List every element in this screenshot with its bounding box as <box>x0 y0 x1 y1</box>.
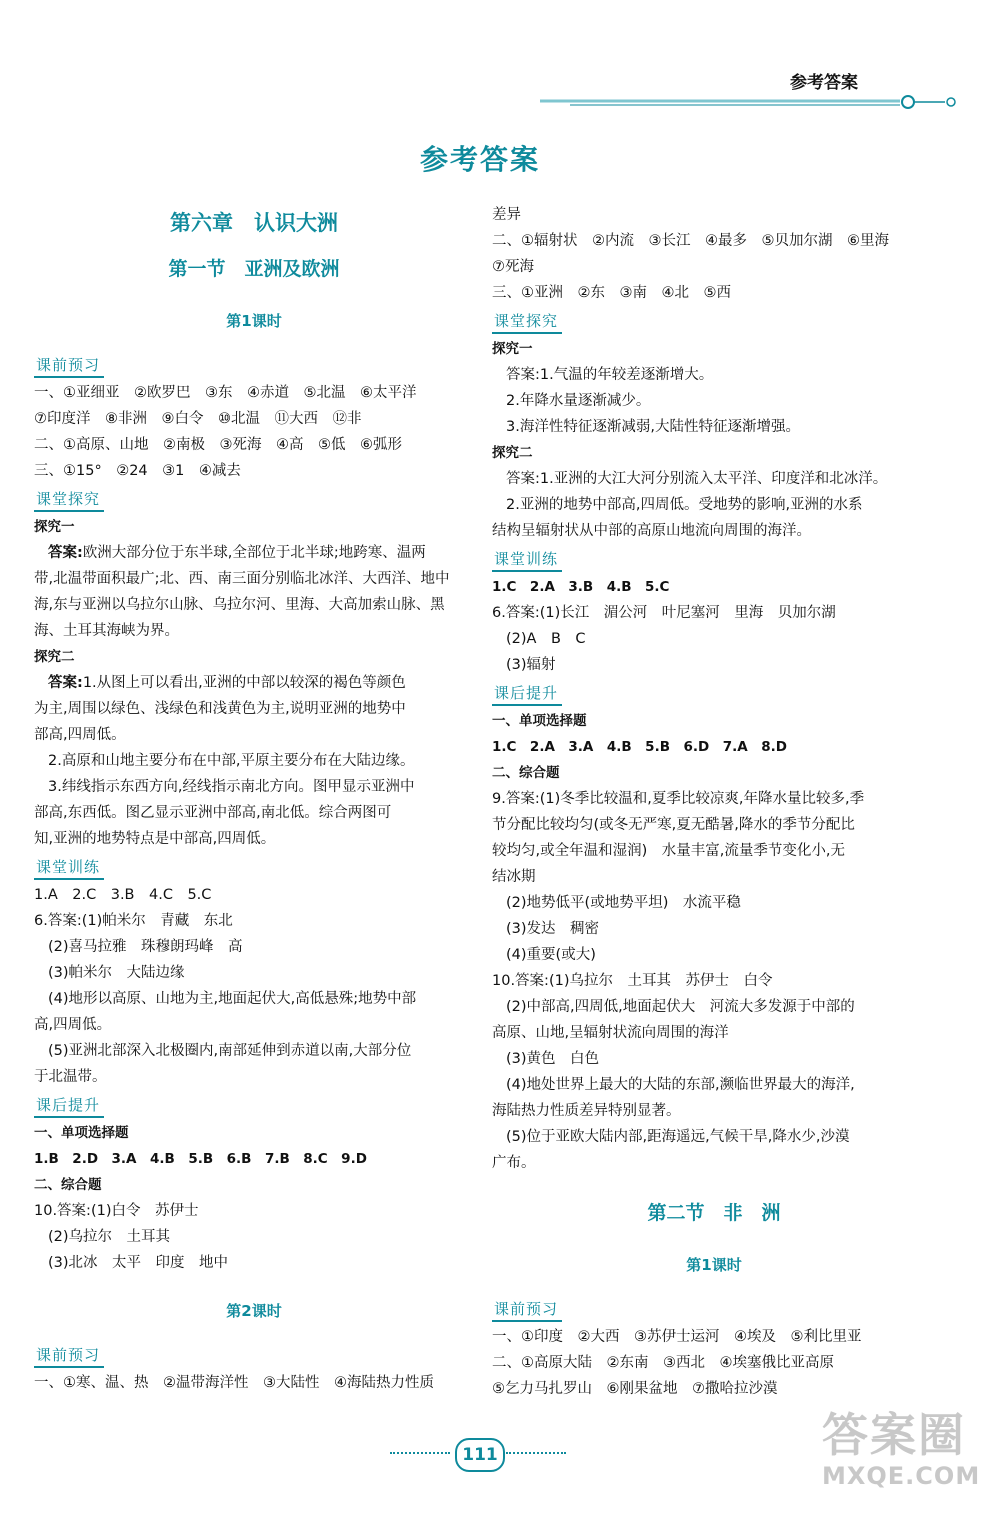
answer-line: 高原、山地,呈辐射状流向周围的海洋 <box>492 1025 729 1041</box>
section-title: 第二节 非 洲 <box>647 1202 781 1224</box>
answer-line: 10.答案:(1)乌拉尔 土耳其 苏伊士 白令 <box>492 973 773 989</box>
question-type: 二、综合题 <box>492 765 560 781</box>
answer-line: (4)地形以高原、山地为主,地面起伏大,高低悬殊;地势中部 <box>48 991 417 1007</box>
answer-line: 二、①高原、山地 ②南极 ③死海 ④高 ⑤低 ⑥弧形 <box>34 437 402 453</box>
chapter-title: 第六章 认识大洲 <box>170 211 338 235</box>
answer-line: 广布。 <box>492 1155 536 1171</box>
answer-line: (5)亚洲北部深入北极圈内,南部延伸到赤道以南,大部分位 <box>48 1043 412 1059</box>
question-type: 一、单项选择题 <box>34 1125 129 1141</box>
answer-line: (4)重要(或大) <box>506 947 596 963</box>
answer-line: (3)帕米尔 大陆边缘 <box>48 965 185 981</box>
answer-line: 差异 <box>492 207 521 223</box>
right-column <box>492 202 936 1402</box>
page-number: 111 <box>455 1438 505 1472</box>
answer-line: (2)中部高,四周低,地面起伏大 河流大多发源于中部的 <box>506 999 855 1015</box>
section-tag: 课前预习 <box>34 1344 104 1368</box>
answer-text: 欧洲大部分位于东半球,全部位于北半球;地跨寒、温两 <box>82 545 426 561</box>
answer-line: 部高,东西低。图乙显示亚洲中部高,南北低。综合两图可 <box>34 805 392 821</box>
header-decoration <box>540 92 960 112</box>
answer-line: 答案:1.亚洲的大江大河分别流入太平洋、印度洋和北冰洋。 <box>506 471 888 487</box>
answer-line: 海陆热力性质差异特别显著。 <box>492 1103 681 1119</box>
answer-line: 二、①高原大陆 ②东南 ③西北 ④埃塞俄比亚高原 <box>492 1355 834 1371</box>
answer-line: 1.A 2.C 3.B 4.C 5.C <box>34 887 212 903</box>
answer-line: (3)北冰 太平 印度 地中 <box>48 1255 229 1271</box>
answer-line: 一、①印度 ②大西 ③苏伊士运河 ④埃及 ⑤利比里亚 <box>492 1329 862 1345</box>
section-tag: 课堂探究 <box>492 310 562 334</box>
answer-line: 1.B 2.D 3.A 4.B 5.B 6.B 7.B 8.C 9.D <box>34 1151 367 1167</box>
header-label: 参考答案 <box>790 73 858 93</box>
footer-dotted-line <box>506 1452 566 1454</box>
answer-line: 二、①辐射状 ②内流 ③长江 ④最多 ⑤贝加尔湖 ⑥里海 <box>492 233 889 249</box>
lesson-title: 第1课时 <box>226 312 282 330</box>
answer-line: ⑤乞力马扎罗山 ⑥刚果盆地 ⑦撒哈拉沙漠 <box>492 1381 778 1397</box>
answer-line: (4)地处世界上最大的大陆的东部,濒临世界最大的海洋, <box>506 1077 855 1093</box>
answer-line: 高,四周低。 <box>34 1017 112 1033</box>
explore-title: 探究二 <box>34 649 75 665</box>
answer-line: 3.纬线指示东西方向,经线指示南北方向。图甲显示亚洲中 <box>48 779 415 795</box>
answer-line: 节分配比较均匀(或冬无严寒,夏无酷暑,降水的季节分配比 <box>492 817 855 833</box>
page-title: 参考答案 <box>419 143 540 176</box>
answer-line: 结冰期 <box>492 869 536 885</box>
answer-line: (5)位于亚欧大陆内部,距海遥远,气候干旱,降水少,沙漠 <box>506 1129 850 1145</box>
answer-line <box>34 540 474 566</box>
answer-line: 2.高原和山地主要分布在中部,平原主要分布在大陆边缘。 <box>48 753 415 769</box>
answer-line: 三、①15° ②24 ③1 ④减去 <box>34 463 241 479</box>
answer-line: 知,亚洲的地势特点是中部高,四周低。 <box>34 831 276 847</box>
watermark-text: 答案圈 <box>822 1408 966 1462</box>
section-tag: 课堂训练 <box>34 856 104 880</box>
explore-title: 探究一 <box>492 341 533 357</box>
answer-line: 1.C 2.A 3.B 4.B 5.C <box>492 579 670 595</box>
answer-text: 1.从图上可以看出,亚洲的中部以较深的褐色等颜色 <box>82 675 406 691</box>
answer-label: 答案: <box>48 675 83 691</box>
answer-line: (2)乌拉尔 土耳其 <box>48 1229 171 1245</box>
answer-line: (3)辐射 <box>506 657 556 673</box>
explore-title: 探究二 <box>492 445 533 461</box>
section-title: 第一节 亚洲及欧洲 <box>168 258 340 280</box>
question-type: 二、综合题 <box>34 1177 102 1193</box>
answer-line: ⑦死海 <box>492 259 534 275</box>
answer-line: 9.答案:(1)冬季比较温和,夏季比较凉爽,年降水量比较多,季 <box>492 791 865 807</box>
answer-line: (2)A B C <box>506 631 586 647</box>
section-tag: 课后提升 <box>492 682 562 706</box>
answer-line: 6.答案:(1)帕米尔 青藏 东北 <box>34 913 233 929</box>
explore-title: 探究一 <box>34 519 75 535</box>
answer-line: 海、土耳其海峡为界。 <box>34 623 179 639</box>
answer-line: 一、①亚细亚 ②欧罗巴 ③东 ④赤道 ⑤北温 ⑥太平洋 <box>34 385 417 401</box>
section-tag: 课前预习 <box>34 354 104 378</box>
answer-line: 结构呈辐射状从中部的高原山地流向周围的海洋。 <box>492 523 811 539</box>
watermark <box>822 1408 992 1518</box>
answer-line <box>34 670 474 696</box>
lesson-title: 第1课时 <box>686 1256 742 1274</box>
answer-line: 较均匀,或全年温和湿润) 水量丰富,流量季节变化小,无 <box>492 843 845 859</box>
answer-line: (2)地势低平(或地势平坦) 水流平稳 <box>506 895 741 911</box>
answer-line: ⑦印度洋 ⑧非洲 ⑨白令 ⑩北温 ⑪大西 ⑫非 <box>34 411 362 427</box>
answer-line: (2)喜马拉雅 珠穆朗玛峰 高 <box>48 939 243 955</box>
answer-line: 6.答案:(1)长江 湄公河 叶尼塞河 里海 贝加尔湖 <box>492 605 836 621</box>
answer-line: 1.C 2.A 3.A 4.B 5.B 6.D 7.A 8.D <box>492 739 787 755</box>
section-tag: 课后提升 <box>34 1094 104 1118</box>
section-tag: 课堂探究 <box>34 488 104 512</box>
answer-line: 为主,周围以绿色、浅绿色和浅黄色为主,说明亚洲的地势中 <box>34 701 406 717</box>
answer-line: 部高,四周低。 <box>34 727 126 743</box>
answer-line: 一、①寒、温、热 ②温带海洋性 ③大陆性 ④海陆热力性质 <box>34 1375 434 1391</box>
answer-line: (3)发达 稠密 <box>506 921 600 937</box>
lesson-title: 第2课时 <box>226 1302 282 1320</box>
footer-dotted-line <box>390 1452 450 1454</box>
question-type: 一、单项选择题 <box>492 713 587 729</box>
left-column <box>34 202 474 1396</box>
answer-line: 三、①亚洲 ②东 ③南 ④北 ⑤西 <box>492 285 731 301</box>
answer-line: 答案:1.气温的年较差逐渐增大。 <box>506 367 714 383</box>
section-tag: 课堂训练 <box>492 548 562 572</box>
answer-line: 2.年降水量逐渐减少。 <box>506 393 651 409</box>
answer-line: 海,东与亚洲以乌拉尔山脉、乌拉尔河、里海、大高加索山脉、黑 <box>34 597 445 613</box>
answer-label: 答案: <box>48 545 83 561</box>
answer-line: 2.亚洲的地势中部高,四周低。受地势的影响,亚洲的水系 <box>506 497 863 513</box>
answer-line: 3.海洋性特征逐渐减弱,大陆性特征逐渐增强。 <box>506 419 800 435</box>
answer-line: 带,北温带面积最广;北、西、南三面分别临北冰洋、大西洋、地中 <box>34 571 450 587</box>
watermark-url: MXQE.COM <box>822 1462 981 1490</box>
answer-line: 于北温带。 <box>34 1069 107 1085</box>
section-tag: 课前预习 <box>492 1298 562 1322</box>
answer-line: 10.答案:(1)白令 苏伊士 <box>34 1203 199 1219</box>
answer-line: (3)黄色 白色 <box>506 1051 600 1067</box>
